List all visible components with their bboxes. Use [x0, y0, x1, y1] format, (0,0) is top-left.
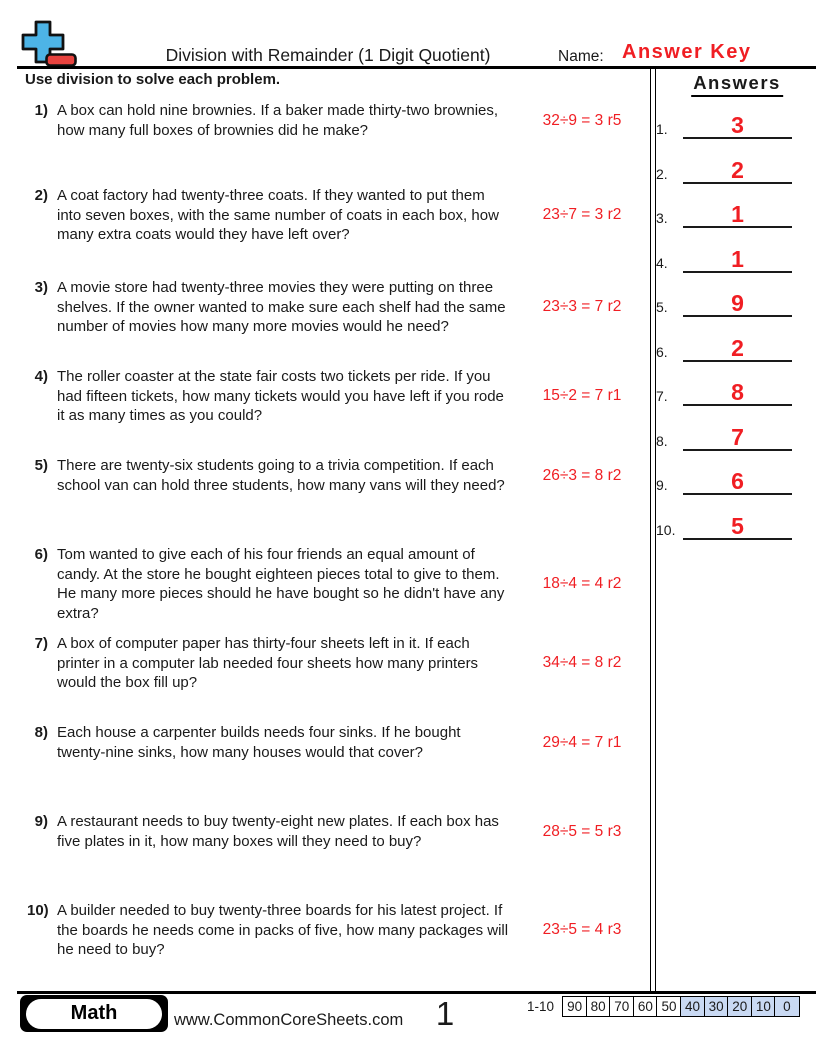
answer-number: 10.	[656, 522, 676, 538]
problem-10	[27, 901, 655, 960]
score-cell-0: 0	[774, 996, 799, 1017]
score-cell-50: 50	[656, 996, 681, 1017]
equation-text: 28÷5 = 5 r3	[542, 822, 622, 840]
answer-item-1	[656, 106, 796, 139]
answer-value: 8	[731, 379, 744, 405]
equation-text: 29÷4 = 7 r1	[542, 733, 622, 751]
equation-text: 34÷4 = 8 r2	[542, 654, 622, 672]
equation-area	[509, 278, 655, 337]
problem-text: A coat factory had twenty-three coats. If they wanted to put them into seven boxes, with the same number of coats in each box, how many extra coats would they have left over?	[57, 187, 499, 243]
answer-blank-line	[683, 449, 792, 451]
answer-blank-line	[683, 493, 792, 495]
equation-area	[509, 545, 655, 623]
answer-value: 1	[731, 246, 744, 272]
answer-value: 1	[731, 201, 744, 227]
problem-number: 9)	[34, 813, 48, 830]
website-text: www.CommonCoreSheets.com	[174, 1011, 404, 1029]
answer-value: 3	[731, 112, 744, 138]
score-cell-40: 40	[680, 996, 705, 1017]
equation-area	[509, 901, 655, 960]
answer-value: 7	[731, 424, 744, 450]
answer-value: 5	[731, 513, 744, 539]
equation-text: 23÷7 = 3 r2	[542, 206, 622, 224]
answer-blank-line	[683, 315, 792, 317]
problem-number: 4)	[34, 368, 48, 385]
answer-blank-line	[683, 404, 792, 406]
problem-4	[27, 367, 655, 426]
answer-number: 8.	[656, 433, 668, 449]
answer-item-5	[656, 284, 796, 317]
score-cell-10: 10	[751, 996, 776, 1017]
answer-item-3	[656, 195, 796, 228]
answer-item-10	[656, 507, 796, 540]
answer-number: 7.	[656, 388, 668, 404]
answer-item-9	[656, 462, 796, 495]
problem-text: There are twenty-six students going to a trivia competition. If each school van can hold three students, how many vans will they need?	[57, 457, 505, 494]
answer-blank-line	[683, 360, 792, 362]
page-title: Division with Remainder (1 Digit Quotient)	[165, 45, 491, 65]
problem-number: 7)	[34, 635, 48, 652]
answer-number: 4.	[656, 255, 668, 271]
equation-area	[509, 634, 655, 693]
answer-item-7	[656, 373, 796, 406]
equation-text: 23÷3 = 7 r2	[542, 298, 622, 316]
problem-5	[27, 456, 655, 495]
answer-key-text: Answer Key	[622, 41, 752, 63]
equation-area	[509, 812, 655, 851]
answer-item-8	[656, 418, 796, 451]
score-cell-80: 80	[586, 996, 611, 1017]
score-cell-60: 60	[633, 996, 658, 1017]
instruction-text: Use division to solve each problem.	[25, 71, 281, 88]
problem-text: A movie store had twenty-three movies they were putting on three shelves. If the owner wanted to make sure each shelf had the same number of movies how many more movies would he need?	[57, 279, 506, 335]
plus-minus-logo-icon	[20, 20, 78, 68]
problem-number: 5)	[34, 457, 48, 474]
subject-badge	[20, 995, 168, 1032]
equation-text: 18÷4 = 4 r2	[542, 575, 622, 592]
page-number: 1	[435, 995, 455, 1032]
name-label: Name:	[558, 48, 604, 65]
equation-area	[509, 101, 655, 140]
answer-value: 9	[731, 290, 744, 316]
answer-value: 6	[731, 468, 744, 494]
problem-1	[27, 101, 655, 140]
answer-blank-line	[683, 538, 792, 540]
problem-text: Each house a carpenter builds needs four sinks. If he bought twenty-nine sinks, how many houses would that cover?	[57, 724, 461, 761]
answer-blank-line	[683, 137, 792, 139]
equation-text: 26÷3 = 8 r2	[542, 466, 622, 484]
answer-value: 2	[731, 335, 744, 361]
problem-text: A builder needed to buy twenty-three boards for his latest project. If the boards he needs come in packs of five, how many packages will he need to buy?	[57, 902, 509, 958]
answer-blank-line	[683, 182, 792, 184]
problem-text: A box of computer paper has thirty-four sheets left in it. If each printer in a computer lab needed four sheets how many printers would the box fill up?	[57, 635, 479, 691]
problem-7	[27, 634, 655, 693]
problem-9	[27, 812, 655, 851]
equation-area	[509, 723, 655, 762]
problem-text: The roller coaster at the state fair costs two tickets per ride. If you had fifteen tickets, how many tickets would you have left if you rode it as many times as you could?	[57, 368, 504, 424]
answer-number: 6.	[656, 344, 668, 360]
answer-blank-line	[683, 226, 792, 228]
equation-text: 32÷9 = 3 r5	[542, 111, 622, 129]
problem-number: 10)	[27, 902, 49, 919]
answer-item-4	[656, 240, 796, 273]
score-cell-30: 30	[704, 996, 729, 1017]
answer-blank-line	[683, 271, 792, 273]
answer-number: 3.	[656, 210, 668, 226]
score-row-label: 1-10	[527, 999, 555, 1014]
answers-title: Answers	[691, 72, 783, 97]
problem-2	[27, 186, 655, 245]
problem-text: A restaurant needs to buy twenty-eight new plates. If each box has five plates in it, how many boxes will they need to buy?	[57, 813, 499, 850]
equation-text: 15÷2 = 7 r1	[542, 387, 622, 405]
answer-number: 1.	[656, 121, 668, 137]
problem-number: 3)	[34, 279, 48, 296]
problem-text: A box can hold nine brownies. If a baker made thirty-two brownies, how many full boxes of brownies did he make?	[57, 102, 499, 139]
problem-text: Tom wanted to give each of his four friends an equal amount of candy. At the store he bought eighteen pieces total to give to them. He many more pieces should he have bought so he didn't have any extra?	[57, 546, 505, 622]
score-cell-20: 20	[727, 996, 752, 1017]
answer-number: 2.	[656, 166, 668, 182]
footer-divider-line	[17, 991, 816, 994]
problem-number: 6)	[34, 546, 48, 563]
equation-text: 23÷5 = 4 r3	[542, 921, 622, 939]
answer-value: 2	[731, 157, 744, 183]
problem-number: 1)	[34, 102, 48, 119]
problem-8	[27, 723, 655, 762]
equation-area	[509, 186, 655, 245]
score-cell-90: 90	[562, 996, 587, 1017]
equation-area	[509, 367, 655, 426]
answer-number: 5.	[656, 299, 668, 315]
score-table	[562, 996, 798, 1017]
score-cell-70: 70	[609, 996, 634, 1017]
problem-3	[27, 278, 655, 337]
answer-item-2	[656, 151, 796, 184]
answer-number: 9.	[656, 477, 668, 493]
problem-6	[27, 545, 655, 623]
answer-item-6	[656, 329, 796, 362]
subject-badge-label: Math	[26, 999, 162, 1029]
header-divider-line	[17, 66, 816, 69]
equation-area	[509, 456, 655, 495]
problem-number: 2)	[34, 187, 48, 204]
problem-number: 8)	[34, 724, 48, 741]
